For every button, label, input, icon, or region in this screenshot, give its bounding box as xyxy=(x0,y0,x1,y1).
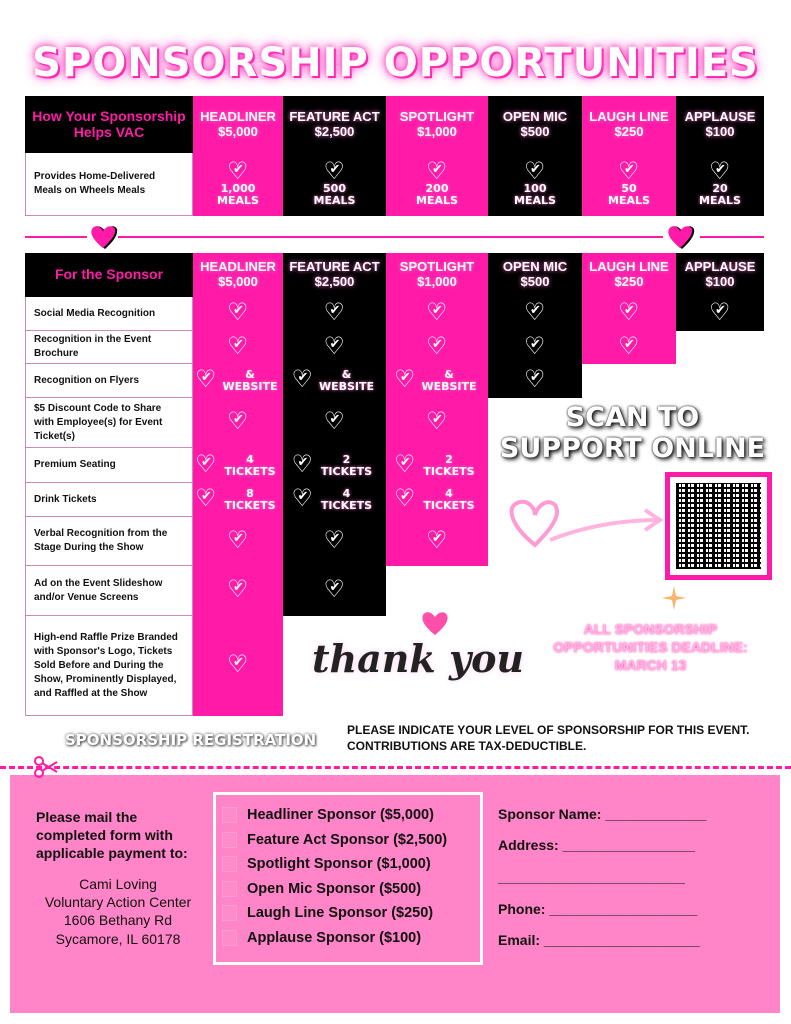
tier-header-0 xyxy=(193,96,283,153)
sponsor-name-field[interactable]: Sponsor Name: _____________ xyxy=(498,806,707,822)
cell-content xyxy=(195,454,281,477)
heart-check-icon xyxy=(426,338,448,358)
cell-content xyxy=(426,532,448,552)
cell-content xyxy=(324,338,346,358)
tier-price: $2,500 xyxy=(314,123,355,139)
heart-check-icon xyxy=(227,413,249,433)
sponsorship-option[interactable] xyxy=(222,877,474,902)
benefit-cell xyxy=(283,483,386,517)
tier-price: $1,000 xyxy=(417,274,457,289)
tier-price: $5,000 xyxy=(218,274,258,289)
row-label: Provides Home-Delivered Meals on Wheels Meals xyxy=(25,153,193,216)
cell-content xyxy=(227,413,249,433)
sponsorship-option[interactable] xyxy=(222,852,474,877)
sponsorship-option[interactable] xyxy=(222,803,474,828)
deadline-text: ALL SPONSORSHIP OPPORTUNITIES DEADLINE: MARCH 13 xyxy=(553,621,748,674)
qr-pattern xyxy=(676,483,761,569)
cell-note: 4 TICKETS xyxy=(224,452,276,478)
heart-check-icon xyxy=(227,163,249,183)
heart-check-icon xyxy=(524,338,546,358)
tier-name: HEADLINER xyxy=(200,108,276,124)
cell-note: & WEBSITE xyxy=(421,368,477,393)
benefit-label: $5 Discount Code to Share with Employee(s) for Event Ticket(s) xyxy=(25,398,193,448)
meal-count: 50 xyxy=(621,181,637,195)
address-line-2-field[interactable]: ________________________ xyxy=(498,869,685,885)
cell-content xyxy=(524,338,546,358)
phone-field[interactable]: Phone: ___________________ xyxy=(498,901,698,917)
option-label: Laugh Line Sponsor ($250) xyxy=(247,905,434,922)
tier-price: $5,000 xyxy=(218,123,258,139)
mailing-address xyxy=(28,875,208,948)
benefit-cell xyxy=(193,297,283,331)
cell-content xyxy=(524,304,546,324)
heart-check-icon xyxy=(292,490,314,510)
meals-cell xyxy=(283,153,386,216)
checkbox[interactable] xyxy=(222,905,237,921)
cell-content xyxy=(292,488,378,511)
cell-note: & WEBSITE xyxy=(222,368,278,393)
table-header-label: How Your Sponsorship Helps VAC xyxy=(25,96,193,153)
benefit-label: Premium Seating xyxy=(25,448,193,483)
benefit-cell xyxy=(283,566,386,616)
sponsorship-option[interactable] xyxy=(222,901,474,926)
cell-content xyxy=(324,581,346,601)
tier-header-3 xyxy=(488,253,582,297)
heart-check-icon xyxy=(426,304,448,324)
tier-header-5 xyxy=(676,253,764,297)
meal-count: 1,000 xyxy=(220,181,256,195)
cell-content xyxy=(394,369,480,392)
cell-content xyxy=(324,413,346,433)
instruction-line: CONTRIBUTIONS ARE TAX-DEDUCTIBLE. xyxy=(347,739,587,754)
cell-note: 4 TICKETS xyxy=(320,487,373,512)
benefit-cell xyxy=(488,364,582,398)
tier-header-3 xyxy=(488,96,582,153)
tier-name: LAUGH LINE xyxy=(589,259,669,275)
heart-check-icon xyxy=(195,456,217,476)
meals-cell xyxy=(488,153,582,216)
cell-content xyxy=(618,304,640,324)
benefit-cell xyxy=(193,616,283,716)
option-label: Applause Sponsor ($100) xyxy=(247,929,422,946)
benefit-label: Verbal Recognition from the Stage During the Show xyxy=(25,517,193,566)
scan-heading: SCAN TO SUPPORT ONLINE xyxy=(499,402,766,465)
benefit-cell xyxy=(386,398,488,448)
heart-check-icon xyxy=(324,304,346,324)
checkbox[interactable] xyxy=(222,930,237,946)
benefit-label: Recognition on Flyers xyxy=(25,364,193,398)
tier-name: SPOTLIGHT xyxy=(399,108,475,124)
address-line: 1606 Bethany Rd xyxy=(63,912,173,929)
option-label: Headliner Sponsor ($5,000) xyxy=(247,807,434,824)
qr-code[interactable] xyxy=(665,472,772,580)
benefit-cell xyxy=(193,398,283,448)
cell-content xyxy=(709,304,731,324)
email-field[interactable]: Email: ____________________ xyxy=(498,932,700,948)
benefit-cell xyxy=(582,331,676,364)
benefit-cell xyxy=(193,483,283,517)
divider-line xyxy=(700,236,764,238)
cell-content xyxy=(426,338,448,358)
tier-header-1 xyxy=(283,96,386,153)
cell-content xyxy=(426,413,448,433)
sponsorship-options xyxy=(213,792,483,965)
meal-unit: MEALS xyxy=(217,193,259,207)
benefit-cell xyxy=(488,331,582,364)
meal-count: 20 xyxy=(712,181,728,195)
sparkle-icon xyxy=(662,586,686,610)
mail-instructions: Please mail the completed form with applicable payment to: xyxy=(36,809,188,862)
address-field[interactable]: Address: _________________ xyxy=(498,837,695,853)
checkbox[interactable] xyxy=(222,832,237,848)
cell-content xyxy=(618,338,640,358)
address-line: Sycamore, IL 60178 xyxy=(55,930,181,947)
heart-check-icon xyxy=(524,163,546,183)
heart-check-icon xyxy=(524,304,546,324)
benefit-cell xyxy=(283,364,386,398)
benefit-cell xyxy=(386,517,488,566)
scissors-icon xyxy=(34,756,58,778)
heart-icon xyxy=(667,224,695,250)
benefit-cell xyxy=(193,331,283,364)
heart-check-icon xyxy=(324,581,346,601)
heart-check-icon xyxy=(227,581,249,601)
benefit-label: Social Media Recognition xyxy=(25,297,193,331)
meal-unit: MEALS xyxy=(313,193,356,207)
tier-name: OPEN MIC xyxy=(502,259,568,275)
cell-content xyxy=(227,338,249,358)
heart-check-icon xyxy=(524,371,546,391)
tier-header-2 xyxy=(386,253,488,297)
cell-content xyxy=(292,369,378,392)
address-line: Voluntary Action Center xyxy=(44,894,192,911)
heart-check-icon xyxy=(227,656,249,676)
tier-name: OPEN MIC xyxy=(502,108,568,124)
tier-price: $2,500 xyxy=(314,274,355,289)
benefit-cell xyxy=(386,483,488,517)
cell-content xyxy=(227,532,249,552)
heart-check-icon xyxy=(195,490,217,510)
heart-check-icon xyxy=(618,163,640,183)
heart-check-icon xyxy=(292,371,314,391)
cell-content xyxy=(394,454,480,477)
heart-check-icon xyxy=(394,371,416,391)
divider-line xyxy=(25,236,87,238)
address-line: Cami Loving xyxy=(79,876,157,892)
heart-check-icon xyxy=(426,532,448,552)
heart-icon xyxy=(90,224,118,250)
heart-check-icon xyxy=(426,413,448,433)
heart-check-icon xyxy=(227,532,249,552)
meal-count: 200 xyxy=(425,181,449,195)
benefit-cell xyxy=(676,297,764,331)
meals-cell xyxy=(193,153,283,216)
cell-content xyxy=(292,454,378,477)
meal-unit: MEALS xyxy=(514,193,556,207)
checkbox[interactable] xyxy=(222,856,237,872)
meals-cell xyxy=(676,153,764,216)
meal-unit: MEALS xyxy=(608,193,650,207)
benefit-cell xyxy=(283,448,386,483)
benefit-cell xyxy=(193,364,283,398)
meal-count: 500 xyxy=(323,181,346,195)
tier-price: $500 xyxy=(520,274,550,289)
checkbox[interactable] xyxy=(222,807,237,823)
tier-price: $1,000 xyxy=(417,123,457,139)
tier-name: APPLAUSE xyxy=(684,108,756,124)
cell-content xyxy=(394,488,480,511)
benefit-cell xyxy=(386,448,488,483)
tier-header-2 xyxy=(386,96,488,153)
heart-check-icon xyxy=(394,456,416,476)
checkbox[interactable] xyxy=(222,881,237,897)
benefit-cell xyxy=(386,297,488,331)
heart-check-icon xyxy=(324,163,346,183)
cell-note: 2 TICKETS xyxy=(320,452,373,478)
cell-content xyxy=(227,581,249,601)
heart-check-icon xyxy=(618,338,640,358)
thank-you-text: thank you xyxy=(312,636,525,681)
heart-check-icon xyxy=(426,163,448,183)
heart-arrow-icon xyxy=(500,490,665,560)
sponsorship-option[interactable] xyxy=(222,926,474,951)
tier-header-1 xyxy=(283,253,386,297)
cell-content xyxy=(195,369,281,392)
cut-line xyxy=(0,766,791,769)
tier-name: FEATURE ACT xyxy=(289,259,380,275)
benefit-label: High-end Raffle Prize Branded with Sponsor's Logo, Tickets Sold Before and During the Show, Prominently Displayed, and Raffled at the Show xyxy=(25,616,193,716)
benefit-cell xyxy=(283,517,386,566)
cell-note: 2 TICKETS xyxy=(423,452,475,478)
tier-name: SPOTLIGHT xyxy=(399,259,475,275)
instruction-line: PLEASE INDICATE YOUR LEVEL OF SPONSORSHIP FOR THIS EVENT. xyxy=(347,723,750,737)
heart-icon xyxy=(420,610,450,636)
heart-check-icon xyxy=(324,532,346,552)
divider-line xyxy=(118,236,663,238)
benefit-cell xyxy=(386,331,488,364)
benefit-cell xyxy=(193,448,283,483)
option-label: Feature Act Sponsor ($2,500) xyxy=(247,831,448,848)
heart-check-icon xyxy=(394,490,416,510)
benefit-cell xyxy=(283,331,386,364)
cell-content xyxy=(195,488,281,511)
meals-cell xyxy=(582,153,676,216)
meal-unit: MEALS xyxy=(699,193,741,207)
tier-price: $250 xyxy=(614,123,644,139)
cell-content xyxy=(524,371,546,391)
registration-heading: SPONSORSHIP REGISTRATION xyxy=(65,731,317,749)
cell-content xyxy=(227,656,249,676)
benefit-cell xyxy=(488,297,582,331)
benefit-cell xyxy=(193,566,283,616)
tier-price: $100 xyxy=(705,274,735,289)
heart-check-icon xyxy=(709,163,731,183)
option-label: Spotlight Sponsor ($1,000) xyxy=(247,856,431,873)
benefit-cell xyxy=(283,398,386,448)
benefit-cell xyxy=(582,297,676,331)
tier-price: $500 xyxy=(520,123,550,139)
benefit-label: Recognition in the Event Brochure xyxy=(25,331,193,364)
cell-note: 8 TICKETS xyxy=(224,487,276,512)
meal-unit: MEALS xyxy=(416,193,458,207)
heart-check-icon xyxy=(227,304,249,324)
tier-header-4 xyxy=(582,253,676,297)
benefit-cell xyxy=(386,364,488,398)
table-header-label: For the Sponsor xyxy=(25,253,193,297)
heart-check-icon xyxy=(324,413,346,433)
option-label: Open Mic Sponsor ($500) xyxy=(247,880,422,897)
cell-note: 4 TICKETS xyxy=(423,487,475,512)
heart-check-icon xyxy=(709,304,731,324)
tier-name: HEADLINER xyxy=(200,259,276,275)
sponsorship-option[interactable] xyxy=(222,828,474,853)
tier-price: $100 xyxy=(705,123,735,139)
benefit-cell xyxy=(193,517,283,566)
heart-check-icon xyxy=(195,371,217,391)
cell-content xyxy=(426,304,448,324)
tier-name: APPLAUSE xyxy=(684,259,756,275)
benefit-label: Ad on the Event Slideshow and/or Venue Screens xyxy=(25,566,193,616)
page-title: SPONSORSHIP OPPORTUNITIES xyxy=(32,40,759,86)
tier-header-0 xyxy=(193,253,283,297)
cell-content xyxy=(324,304,346,324)
tier-price: $250 xyxy=(614,274,644,289)
heart-check-icon xyxy=(227,338,249,358)
meal-count: 100 xyxy=(523,181,547,195)
tier-header-4 xyxy=(582,96,676,153)
benefit-cell xyxy=(283,297,386,331)
tier-header-5 xyxy=(676,96,764,153)
tier-name: LAUGH LINE xyxy=(589,108,669,124)
heart-check-icon xyxy=(292,456,314,476)
meals-cell xyxy=(386,153,488,216)
benefit-label: Drink Tickets xyxy=(25,483,193,517)
tier-name: FEATURE ACT xyxy=(289,108,380,124)
registration-instructions xyxy=(347,722,750,754)
cell-content xyxy=(227,304,249,324)
heart-check-icon xyxy=(324,338,346,358)
cell-note: & WEBSITE xyxy=(318,368,375,393)
heart-check-icon xyxy=(618,304,640,324)
cell-content xyxy=(324,532,346,552)
